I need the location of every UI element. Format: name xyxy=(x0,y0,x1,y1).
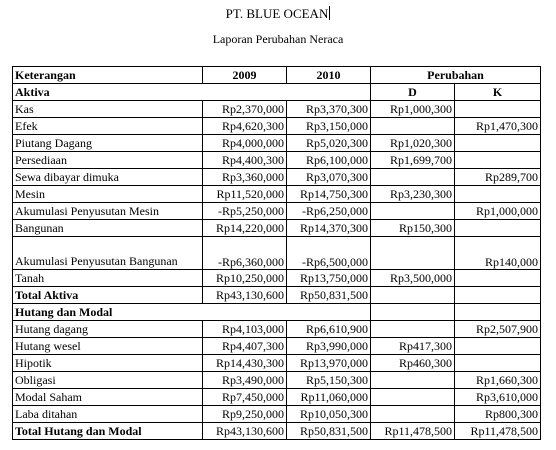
value-kredit xyxy=(455,101,541,118)
table-row xyxy=(13,270,541,287)
value-debit xyxy=(371,203,455,220)
value-2009: Rp7,450,000 xyxy=(203,389,287,406)
value-2010: Rp14,750,300 xyxy=(287,186,371,203)
header-perubahan: Perubahan xyxy=(371,67,541,84)
value-2009: Rp14,220,000 xyxy=(203,220,287,237)
section-row-aktiva xyxy=(13,84,541,101)
header-k: K xyxy=(455,84,541,101)
value-kredit xyxy=(455,220,541,237)
value-2009: Rp4,103,000 xyxy=(203,321,287,338)
empty-cell xyxy=(371,304,455,321)
value-2010: Rp3,370,300 xyxy=(287,101,371,118)
value-kredit xyxy=(455,135,541,152)
value-debit xyxy=(371,372,455,389)
value-kredit xyxy=(455,355,541,372)
total-aktiva-label: Total Aktiva xyxy=(13,287,203,304)
total-hutang-debit: Rp11,478,500 xyxy=(371,423,455,440)
row-label: Kas xyxy=(13,101,203,118)
value-2009: Rp9,250,000 xyxy=(203,406,287,423)
header-2010: 2010 xyxy=(287,67,371,84)
row-label: Obligasi xyxy=(13,372,203,389)
total-aktiva-row xyxy=(13,287,541,304)
value-kredit: Rp140,000 xyxy=(455,237,541,270)
value-2010: -Rp6,500,000 xyxy=(287,237,371,270)
total-hutang-kredit: Rp11,478,500 xyxy=(455,423,541,440)
table-row xyxy=(13,118,541,135)
value-kredit xyxy=(455,338,541,355)
value-kredit: Rp3,610,000 xyxy=(455,389,541,406)
value-debit: Rp460,300 xyxy=(371,355,455,372)
section-aktiva: Aktiva xyxy=(13,84,371,101)
value-2010: Rp6,100,000 xyxy=(287,152,371,169)
table-row xyxy=(13,237,541,270)
row-label: Mesin xyxy=(13,186,203,203)
value-2009: Rp3,360,000 xyxy=(203,169,287,186)
value-2009: Rp14,430,300 xyxy=(203,355,287,372)
value-debit xyxy=(371,169,455,186)
value-2010: Rp14,370,300 xyxy=(287,220,371,237)
row-label: Hutang dagang xyxy=(13,321,203,338)
total-hutang-2010: Rp50,831,500 xyxy=(287,423,371,440)
value-2010: Rp13,970,000 xyxy=(287,355,371,372)
total-hutang-row xyxy=(13,423,541,440)
row-label: Modal Saham xyxy=(13,389,203,406)
table-row xyxy=(13,220,541,237)
total-aktiva-2010: Rp50,831,500 xyxy=(287,287,371,304)
value-2009: -Rp6,360,000 xyxy=(203,237,287,270)
value-2010: Rp10,050,300 xyxy=(287,406,371,423)
value-debit xyxy=(371,321,455,338)
header-keterangan: Keterangan xyxy=(13,67,203,84)
value-2010: Rp5,150,300 xyxy=(287,372,371,389)
value-kredit xyxy=(455,270,541,287)
value-kredit: Rp1,000,000 xyxy=(455,203,541,220)
document-title xyxy=(0,6,556,22)
empty-cell xyxy=(371,287,455,304)
header-d: D xyxy=(371,84,455,101)
value-debit: Rp3,230,300 xyxy=(371,186,455,203)
value-debit xyxy=(371,118,455,135)
value-kredit: Rp289,700 xyxy=(455,169,541,186)
header-row xyxy=(13,67,541,84)
value-debit: Rp417,300 xyxy=(371,338,455,355)
value-2010: Rp13,750,000 xyxy=(287,270,371,287)
table-row xyxy=(13,101,541,118)
value-2009: Rp11,520,000 xyxy=(203,186,287,203)
table-body xyxy=(13,67,541,440)
empty-cell xyxy=(455,287,541,304)
value-2009: Rp10,250,000 xyxy=(203,270,287,287)
total-hutang-label: Total Hutang dan Modal xyxy=(13,423,203,440)
value-2010: Rp3,150,000 xyxy=(287,118,371,135)
text-cursor xyxy=(329,6,330,20)
title-text: PT. BLUE OCEAN xyxy=(225,6,329,21)
value-2009: Rp2,370,000 xyxy=(203,101,287,118)
section-row-hutang xyxy=(13,304,541,321)
value-2010: Rp5,020,300 xyxy=(287,135,371,152)
value-kredit: Rp800,300 xyxy=(455,406,541,423)
row-label: Hipotik xyxy=(13,355,203,372)
row-label: Tanah xyxy=(13,270,203,287)
value-2010: Rp3,070,300 xyxy=(287,169,371,186)
value-debit: Rp1,000,300 xyxy=(371,101,455,118)
value-2009: Rp4,407,300 xyxy=(203,338,287,355)
row-label: Akumulasi Penyusutan Bangunan xyxy=(13,237,203,270)
section-hutang-modal: Hutang dan Modal xyxy=(13,304,371,321)
balance-change-table xyxy=(12,66,541,440)
table-row xyxy=(13,321,541,338)
value-2009: Rp4,000,000 xyxy=(203,135,287,152)
value-kredit: Rp1,470,300 xyxy=(455,118,541,135)
header-2009: 2009 xyxy=(203,67,287,84)
row-label: Piutang Dagang xyxy=(13,135,203,152)
row-label: Bangunan xyxy=(13,220,203,237)
value-kredit xyxy=(455,186,541,203)
total-hutang-2009: Rp43,130,600 xyxy=(203,423,287,440)
row-label: Akumulasi Penyusutan Mesin xyxy=(13,203,203,220)
value-kredit: Rp1,660,300 xyxy=(455,372,541,389)
value-2009: -Rp5,250,000 xyxy=(203,203,287,220)
value-debit xyxy=(371,237,455,270)
table-row xyxy=(13,169,541,186)
table-row xyxy=(13,338,541,355)
empty-cell xyxy=(455,304,541,321)
table-row xyxy=(13,389,541,406)
table-row xyxy=(13,355,541,372)
row-label: Persediaan xyxy=(13,152,203,169)
row-label: Laba ditahan xyxy=(13,406,203,423)
table-row xyxy=(13,135,541,152)
table-row xyxy=(13,372,541,389)
value-2010: -Rp6,250,000 xyxy=(287,203,371,220)
row-label: Hutang wesel xyxy=(13,338,203,355)
row-label: Efek xyxy=(13,118,203,135)
row-label: Sewa dibayar dimuka xyxy=(13,169,203,186)
table-row xyxy=(13,406,541,423)
table-row xyxy=(13,152,541,169)
value-debit: Rp1,699,700 xyxy=(371,152,455,169)
table-row xyxy=(13,186,541,203)
value-debit: Rp1,020,300 xyxy=(371,135,455,152)
document-subtitle: Laporan Perubahan Neraca xyxy=(212,32,344,46)
value-kredit: Rp2,507,900 xyxy=(455,321,541,338)
value-2010: Rp6,610,900 xyxy=(287,321,371,338)
value-2009: Rp3,490,000 xyxy=(203,372,287,389)
value-kredit xyxy=(455,152,541,169)
value-2009: Rp4,400,300 xyxy=(203,152,287,169)
value-debit: Rp150,300 xyxy=(371,220,455,237)
total-aktiva-2009: Rp43,130,600 xyxy=(203,287,287,304)
value-debit xyxy=(371,389,455,406)
value-2010: Rp3,990,000 xyxy=(287,338,371,355)
table-row xyxy=(13,203,541,220)
value-2009: Rp4,620,300 xyxy=(203,118,287,135)
value-debit: Rp3,500,000 xyxy=(371,270,455,287)
value-debit xyxy=(371,406,455,423)
value-2010: Rp11,060,000 xyxy=(287,389,371,406)
